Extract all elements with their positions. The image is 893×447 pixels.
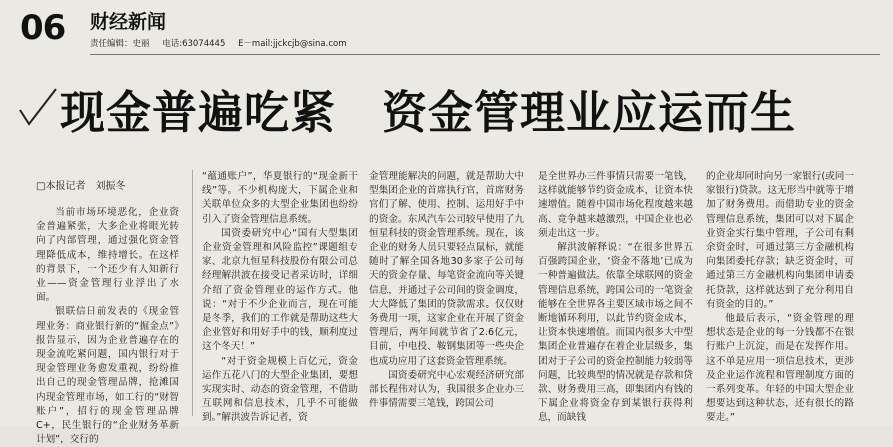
paragraph: 的企业却同时向另一家银行(或同一家银行)贷款。这无形当中就等于增加了财务费用。而借助专业的资金管理信息系统，集团可以对下属企业资金实行集中管理，子公司有剩余资金时，可通过第三方金融机构向集团委托存款；缺乏资金时，可通过第三方金融机构向集团申请委托贷款，这样就达到了充分利用自有资金的目的。” [706, 171, 854, 310]
paragraph: 国资委研究中心宏观经济研究部部长程伟对认为，我国很多企业办三件事情需要三笔钱，跨国公司 [369, 369, 524, 410]
paragraph: “蕴通账户”，华夏银行的“现金新干线”等。不少机构庞大，下属企业和关联单位众多的大型企业集团也纷纷引入了资金管理信息系统。 [202, 171, 358, 225]
paragraph: 是全世界办三件事情只需要一笔钱，这样就能够节约资金成本，让资本快速增值。随着中国市场化程度越来越高、竞争越来越激烈，中国企业也必须走出这一步。 [538, 171, 693, 239]
paragraph: 国资委研究中心“国有大型集团企业资金管理和风险监控”课题组专家、北京九恒星科技股份有限公司总经理解洪波在接受记者采访时，详细介绍了资金管理业的运作方式。他说：“对于不少企业而言，现在可能是冬季，我们的工作就是帮助这些大企业管好和用好手中的钱，顺利度过这个冬天！” [202, 227, 358, 353]
checkmark-icon [18, 86, 58, 128]
section-name: 财经新闻 [90, 11, 167, 33]
headline-part-1: 现金普遍吃紧 [60, 86, 337, 139]
masthead-divider [90, 54, 880, 55]
byline: □本报记者 刘振冬 [36, 181, 126, 192]
editor-credit: 责任编辑：史丽 [90, 39, 150, 49]
phone-number: 电话:63074445 [162, 39, 226, 49]
staff-line [90, 38, 357, 50]
article-column-1 [36, 206, 179, 446]
article-column-4 [538, 170, 693, 424]
article-column-2 [202, 170, 358, 424]
paragraph: 他最后表示，“资金管理的理想状态是企业的每一分钱都不在银行账户上沉淀，而是在发挥作用。这不单是应用一项信息技术，更涉及企业运作流程和管理制度方面的一系列变革。年轻的中国大型企业想要达到这种状态，还有很长的路要走。” [706, 313, 854, 424]
paragraph: “对于资金规模上百亿元，资金运作五花八门的大型企业集团，要想实现实时、动态的资金管理，不借助互联网和信息技术，几乎不可能做到。”解洪波告诉记者，资 [202, 355, 358, 424]
article-column-3 [369, 170, 524, 420]
paragraph: 金管理能解决的问题，就是帮助大中型集团企业的首席执行官，首席财务官们了解、使用、控制、运用好手中的资金。东风汽车公司较早使用了九恒星科技的资金管理系统。现在，该企业的财务人员只要轻点鼠标，就能随时了解全国各地30多家子公司每天的资金存量、每笔资金流向等关键信息，并通过子公司间的资金调度，大大降低了集团的贷款需求。仅仅财务费用一项，这家企业在开展了资金管理后，两年间就节省了2.6亿元，目前，中电投、鞍钢集团等一些央企也成功应用了这套资金管理系统。 [369, 171, 524, 367]
paragraph: 银联信日前发表的《现金管理业务：商业银行新的“掘金点”》报告显示，因为企业普遍存在的现金流吃紧问题，国内银行对于现金管理业务愈发重视，纷纷推出自己的现金管理品牌，抢滩国内现金管理市场，如工行的“财智账户”，招行的现金管理品牌C+，民生银行的“企业财务革新计划”，交行的 [36, 306, 179, 446]
paragraph: 解洪波解释说：“在很多世界五百强跨国企业，‘资金不落地’已成为一种普遍做法。依靠全球联网的资金管理信息系统，跨国公司的一笔资金能够在全世界各主要区域市场之间不断地循环利用，以此节约资金成本，让资本快速增值。而国内很多大中型集团企业普遍存在着企业层级多，集团对于子公司的资金控制能力较弱等问题，比较典型的情况就是存款和贷款、财务费用三高，即集团内有钱的下属企业将资金存到某银行获得利息，而缺钱 [538, 242, 693, 424]
article-column-5 [706, 170, 854, 424]
column-divider [192, 170, 193, 416]
headline-part-2: 资金管理业应运而生 [382, 86, 797, 139]
paragraph: 当前市场环境恶化，企业资金普遍紧张，大多企业将眼光转向了内部管理，通过强化资金管理降低成本，维持增长。在这样的背景下，一个还少有人知新行业——资金管理行业浮出了水面。 [36, 207, 179, 304]
section-number: 06 [20, 8, 66, 48]
email-address: E－mail:jjckcjb@sina.com [238, 39, 347, 49]
headline [60, 86, 796, 140]
